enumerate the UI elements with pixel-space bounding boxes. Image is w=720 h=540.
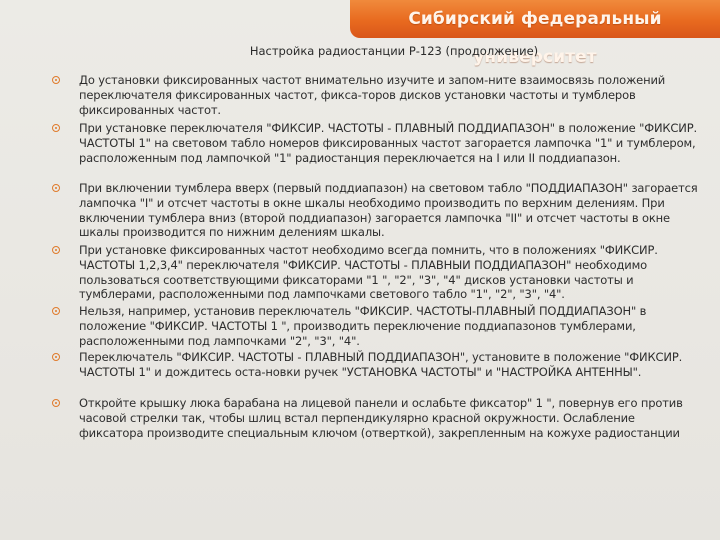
circle-bullet-icon bbox=[52, 184, 60, 192]
slide-title: Настройка радиостанции Р-123 (продолжение) bbox=[249, 44, 539, 58]
circle-bullet-icon bbox=[52, 124, 60, 132]
list-item-text: При установке переключателя "ФИКСИР. ЧАСТОТЫ - ПЛАВНЫЙ ПОДДИАПАЗОН" в положение "ФИКСИР. ЧАСТОТЫ 1" на световом табло номеров фиксированных частот загорается лампочка "1" и тумблером, расположенным под лампочкой "1" радиостанция переключается на I или II поддиапазон. bbox=[79, 121, 698, 165]
circle-bullet-icon bbox=[52, 76, 60, 84]
list-item-text: До установки фиксированных частот внимательно изучите и запом-ните взаимосвязь положений переключателя фиксированных частот, фикса-торов дисков установки частоты и тумблеров фиксированных частот. bbox=[79, 73, 666, 117]
circle-bullet-icon bbox=[52, 246, 60, 254]
circle-bullet-icon bbox=[52, 399, 60, 407]
university-title: Сибирский федеральный университет bbox=[408, 9, 662, 67]
circle-bullet-icon bbox=[52, 307, 60, 315]
list-item-text: При включении тумблера вверх (первый поддиапазон) на световом табло "ПОДДИАПАЗОН" загорается лампочка "I" и отсчет частоты в окне шкалы необходимо производить по верхним делениям. При включении тумблера вниз (второй поддиапазон) загорается лампочка "II" и отсчет частоты в окне шкалы производится по нижним делениям шкалы. bbox=[79, 181, 698, 240]
list-item-text: Переключатель "ФИКСИР. ЧАСТОТЫ - ПЛАВНЫЙ ПОДДИАПАЗОН", установите в положение "ФИКСИР. ЧАСТОТЫ 1" и дождитесь оста-новки ручек "УСТАНОВКА ЧАСТОТЫ" и "НАСТРОЙКА АНТЕННЫ". bbox=[79, 350, 683, 379]
list-item-text: Откройте крышку люка барабана на лицевой панели и ослабьте фиксатор" 1 ", повернув его против часовой стрелки так, чтобы шлиц встал перпендикулярно красной окружности. Ослабление фиксатора производите специальным ключом (отверткой), закрепленным на кожухе радиостанции bbox=[79, 396, 683, 440]
list-item-text: Нельзя, например, установив переключатель "ФИКСИР. ЧАСТОТЫ-ПЛАВНЫЙ ПОДДИАПАЗОН" в положение "ФИКСИР. ЧАСТОТЫ 1 ", производить переключение поддиапазонов тумблерами, расположенными под лампочками "2", "3", "4". bbox=[79, 304, 647, 348]
circle-bullet-icon bbox=[52, 353, 60, 361]
list-item-text: При установке фиксированных частот необходимо всегда помнить, что в положениях "ФИКСИР. ЧАСТОТЫ 1,2,3,4" переключателя "ФИКСИР. ЧАСТОТЫ - ПЛАВНЫИ ПОДДИАПАЗОН" необходимо пользоваться соответствующими фиксаторами "1 ", "2", "3", "4" дисков установки частоты и тумблерами, расположенными под лампочками светового табло "1", "2", "3", "4". bbox=[79, 243, 658, 302]
